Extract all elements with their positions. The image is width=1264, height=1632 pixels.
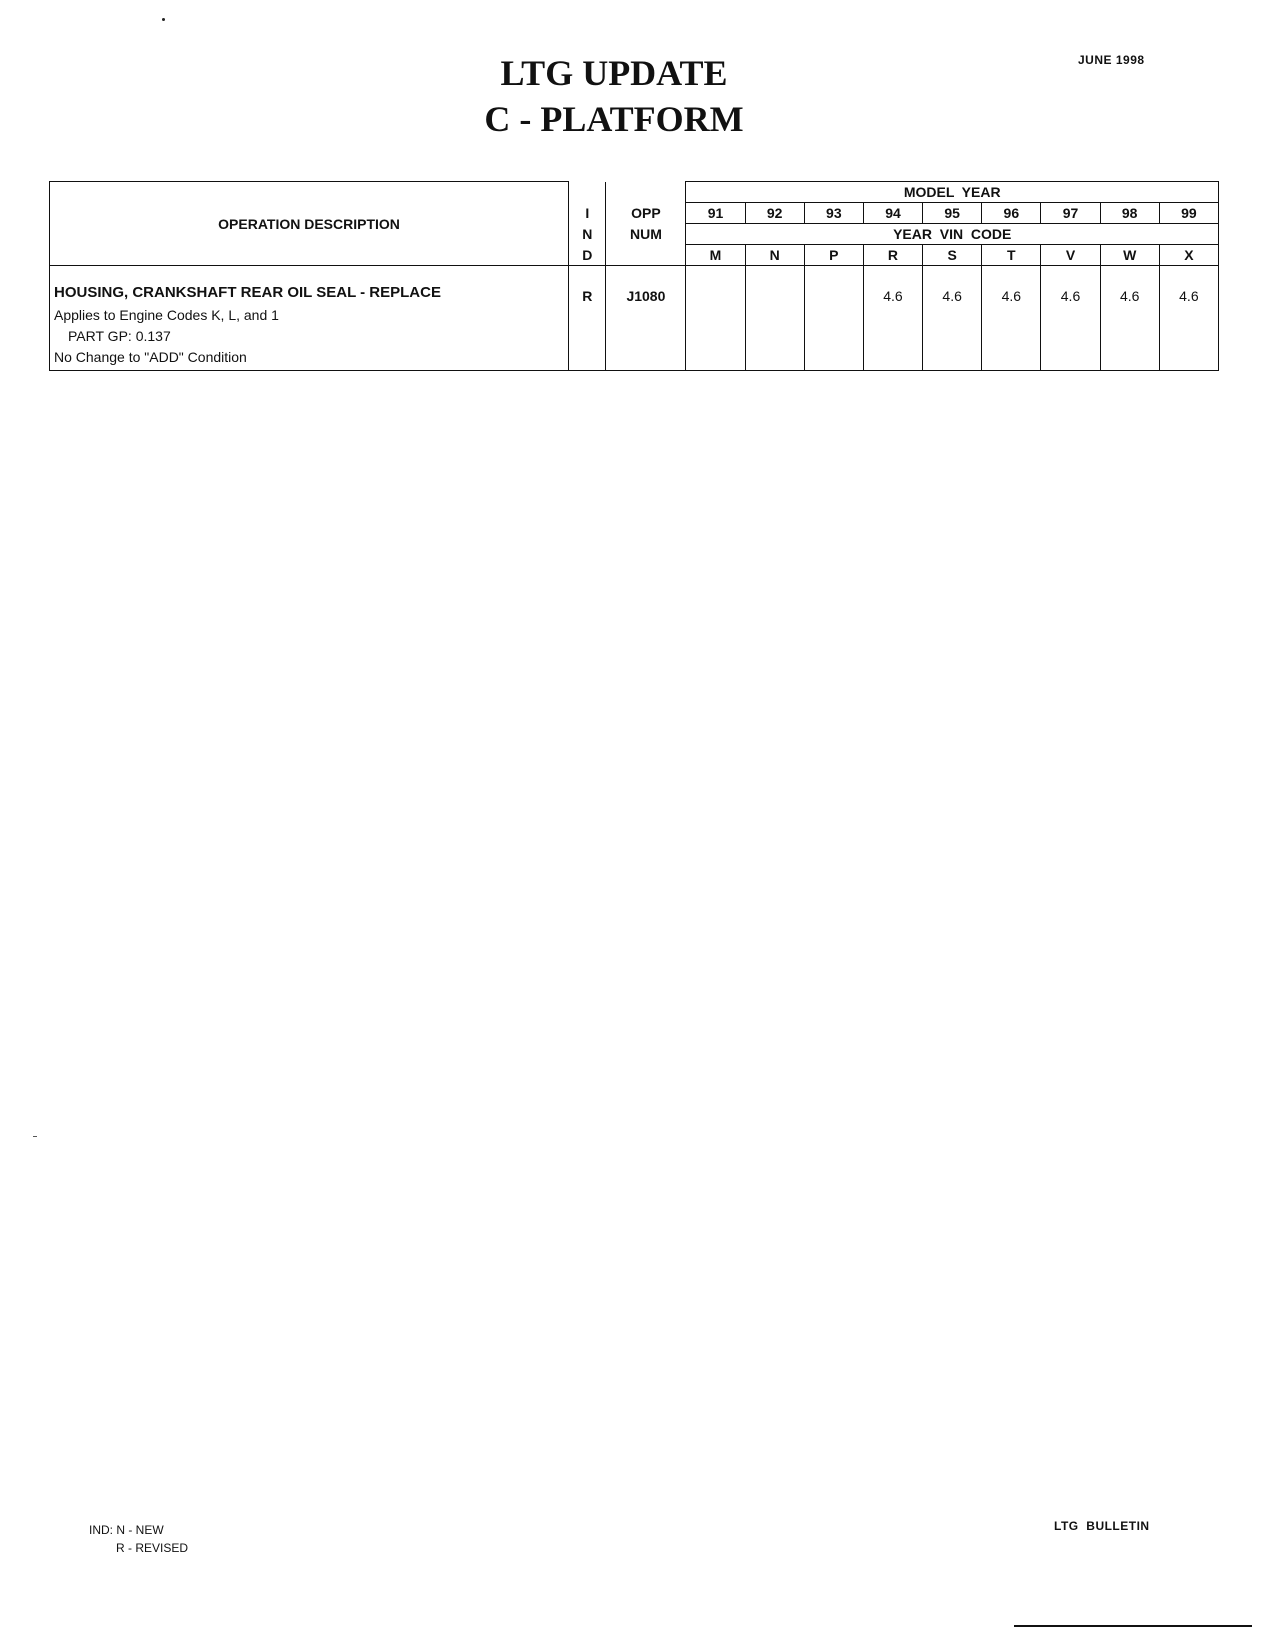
year-cell: 98 bbox=[1100, 203, 1159, 224]
vin-code-cell: P bbox=[804, 245, 863, 266]
ind-cell: R bbox=[569, 266, 606, 371]
vin-code-cell: N bbox=[745, 245, 804, 266]
vin-code-cell: S bbox=[923, 245, 982, 266]
labor-time-cell: 4.6 bbox=[1100, 266, 1159, 371]
bulletin-label: LTG BULLETIN bbox=[1054, 1519, 1150, 1533]
labor-time-cell: 4.6 bbox=[982, 266, 1041, 371]
year-cell: 91 bbox=[686, 203, 745, 224]
vin-code-cell: X bbox=[1159, 245, 1218, 266]
header-ind-letter: N bbox=[569, 224, 606, 245]
document-date: JUNE 1998 bbox=[1078, 53, 1145, 67]
labor-time-cell: 4.6 bbox=[1159, 266, 1218, 371]
year-cell: 97 bbox=[1041, 203, 1100, 224]
year-cell: 96 bbox=[982, 203, 1041, 224]
header-opp bbox=[606, 182, 686, 203]
operation-title: HOUSING, CRANKSHAFT REAR OIL SEAL - REPLACE bbox=[54, 284, 441, 301]
table-row bbox=[50, 266, 1219, 371]
operation-note: No Change to "ADD" Condition bbox=[54, 349, 247, 365]
year-cell: 95 bbox=[923, 203, 982, 224]
document-subtitle: C - PLATFORM bbox=[484, 99, 744, 139]
vin-code-cell: M bbox=[686, 245, 745, 266]
labor-time-cell bbox=[804, 266, 863, 371]
header-opp-label: OPP bbox=[606, 203, 686, 224]
header-ind-letter bbox=[569, 182, 606, 203]
labor-time-table bbox=[49, 181, 1219, 371]
vin-code-cell: R bbox=[863, 245, 922, 266]
labor-time-cell: 4.6 bbox=[1041, 266, 1100, 371]
labor-time-cell: 4.6 bbox=[923, 266, 982, 371]
year-cell: 99 bbox=[1159, 203, 1218, 224]
labor-time-cell: 4.6 bbox=[863, 266, 922, 371]
operation-note: Applies to Engine Codes K, L, and 1 bbox=[54, 307, 279, 323]
header-vin-code: YEAR VIN CODE bbox=[686, 224, 1219, 245]
ind-legend-revised: R - REVISED bbox=[116, 1541, 189, 1555]
operation-part-group: PART GP: 0.137 bbox=[68, 328, 171, 344]
labor-time-cell bbox=[745, 266, 804, 371]
ind-legend-new: IND: N - NEW bbox=[89, 1523, 164, 1537]
operation-description-cell bbox=[50, 266, 569, 371]
header-model-year: MODEL YEAR bbox=[686, 182, 1219, 203]
footer-rule bbox=[1014, 1625, 1252, 1627]
labor-time-cell bbox=[686, 266, 745, 371]
vin-code-cell: V bbox=[1041, 245, 1100, 266]
opp-num-cell: J1080 bbox=[606, 266, 686, 371]
speck-mark bbox=[33, 1136, 37, 1137]
header-num-label: NUM bbox=[606, 224, 686, 245]
year-cell: 92 bbox=[745, 203, 804, 224]
header-operation-description: OPERATION DESCRIPTION bbox=[50, 182, 569, 266]
ind-legend bbox=[89, 1521, 188, 1557]
year-cell: 94 bbox=[863, 203, 922, 224]
vin-code-cell: W bbox=[1100, 245, 1159, 266]
document-title: LTG UPDATE bbox=[500, 53, 728, 93]
header-opp-blank bbox=[606, 245, 686, 266]
speck-mark bbox=[162, 18, 165, 21]
vin-code-cell: T bbox=[982, 245, 1041, 266]
year-cell: 93 bbox=[804, 203, 863, 224]
header-ind-letter: I bbox=[569, 203, 606, 224]
header-ind-letter: D bbox=[569, 245, 606, 266]
